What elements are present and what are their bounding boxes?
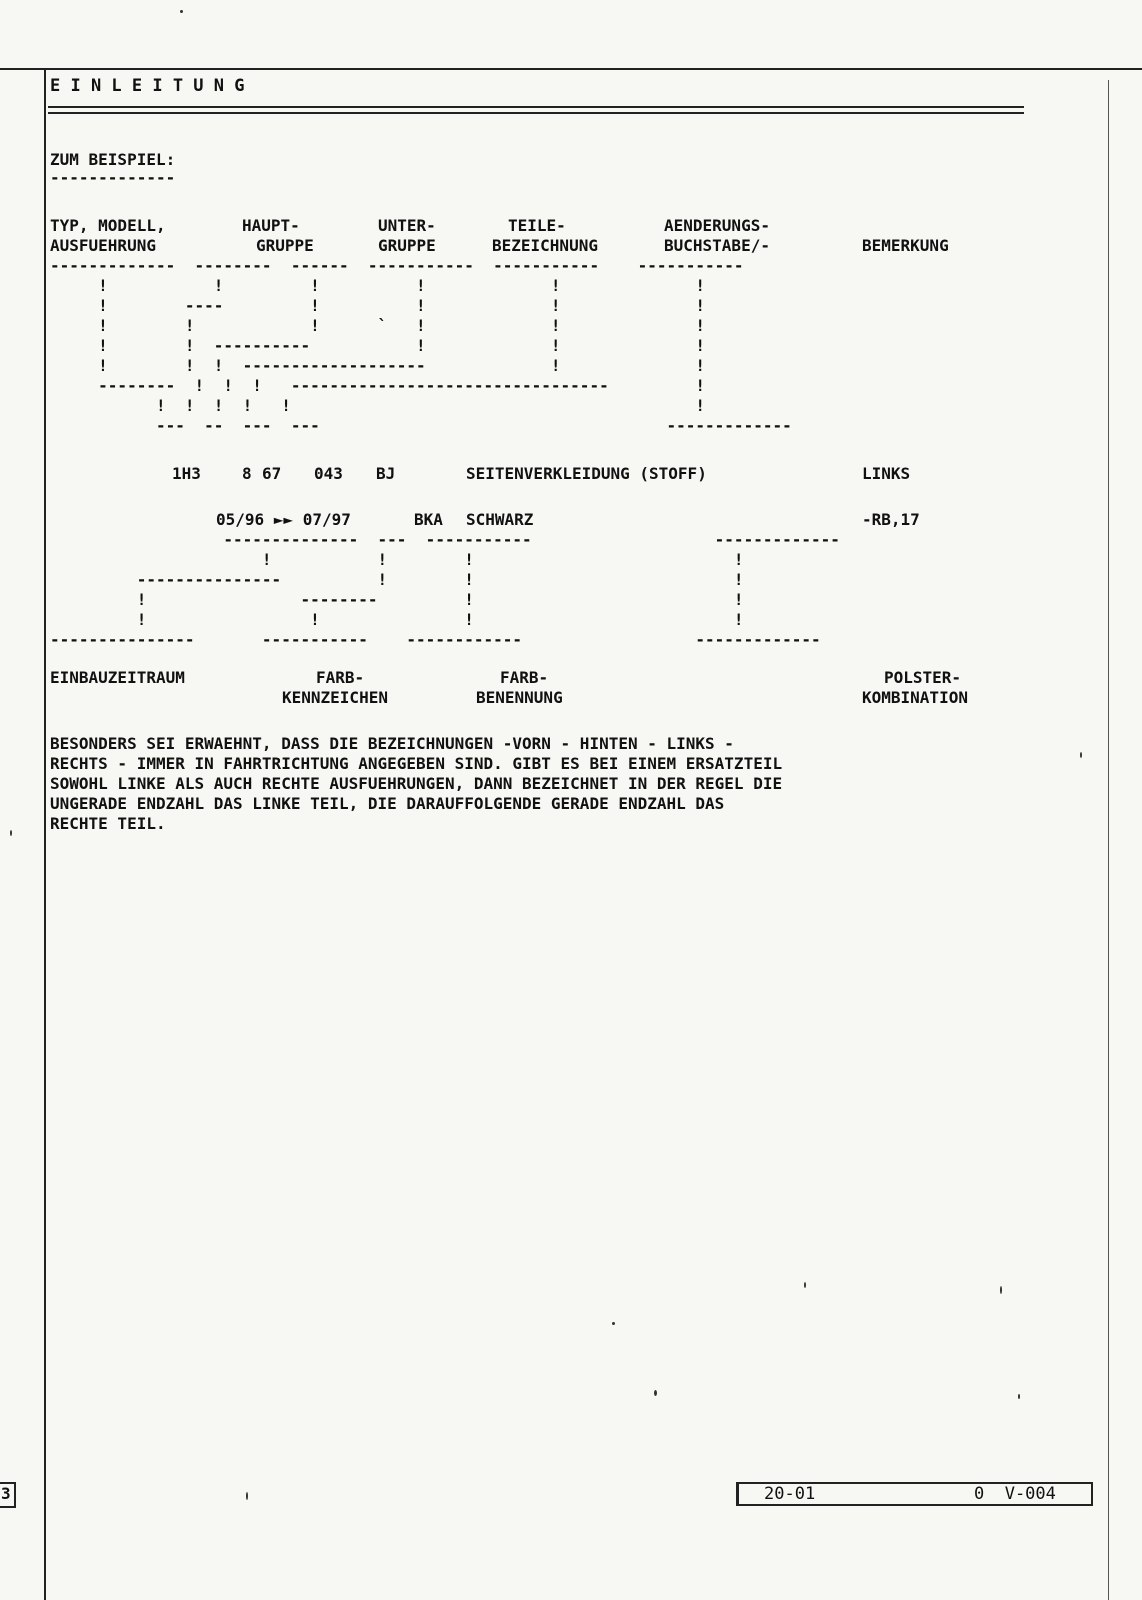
col-aend-line2: BUCHSTABE/- — [664, 236, 770, 255]
left-page-fragment: 3 — [1, 1484, 11, 1503]
page-ref: 0 V-004 — [974, 1484, 1056, 1504]
color-name: SCHWARZ — [466, 510, 534, 529]
lower-connector-diagram: -------------- --- ----------- ------------- ! ! ! ! --------------- ! ! ! ! -------- ! ! ! ! ! ! --------------- ----------- ------------ ------------- — [50, 530, 840, 649]
scan-speck — [804, 1282, 806, 1288]
col-aend-line1: AENDERUNGS- — [664, 216, 770, 235]
col-teile-line2: BEZEICHNUNG — [492, 236, 598, 255]
label-einbau: EINBAUZEITRAUM — [50, 668, 185, 687]
example-underline: ------------- — [50, 168, 176, 187]
col-typ-line2: AUSFUEHRUNG — [50, 236, 156, 255]
upper-connector-diagram: ------------- -------- ------ ----------- ----------- ----------- ! ! ! ! ! ! ! ---- ! ! ! ! ! ! ! ` ! ! ! ! ! ---------- ! ! ! ! ! ! ------------------- ! ! -------- ! ! ! --------------------------------- ! ! ! ! ! ! ! --- -- --- --- ------------- — [50, 256, 792, 435]
scan-speck — [654, 1390, 657, 1396]
part-type: 1H3 — [172, 464, 201, 483]
label-farbbenennung-line2: BENENNUNG — [476, 688, 563, 707]
paragraph-line: RECHTS - IMMER IN FAHRTRICHTUNG ANGEGEBEN SIND. GIBT ES BEI EINEM ERSATZTEIL — [50, 754, 783, 773]
title-rule-1 — [48, 106, 1024, 108]
scan-speck — [246, 1492, 248, 1500]
col-typ-line1: TYP, MODELL, — [50, 216, 166, 235]
part-number: 043 — [314, 464, 343, 483]
label-farbbenennung-line1: FARB- — [500, 668, 549, 687]
color-code: BKA — [414, 510, 443, 529]
col-bemerkung: BEMERKUNG — [862, 236, 949, 255]
part-sub-group: 67 — [262, 464, 282, 483]
upholstery-combination: -RB,17 — [862, 510, 920, 529]
label-polster-line1: POLSTER- — [884, 668, 962, 687]
label-farbkennzeichen-line1: FARB- — [316, 668, 365, 687]
title-rule-2 — [48, 112, 1024, 114]
scan-speck — [612, 1322, 615, 1325]
paragraph-line: BESONDERS SEI ERWAEHNT, DASS DIE BEZEICHNUNGEN -VORN - HINTEN - LINKS - — [50, 734, 734, 753]
example-label: ZUM BEISPIEL: — [50, 150, 176, 169]
part-change-letters: BJ — [376, 464, 396, 483]
page-title: E I N L E I T U N G — [50, 76, 245, 96]
col-teile-line1: TEILE- — [508, 216, 566, 235]
right-margin-line — [1108, 80, 1109, 1600]
scan-speck — [1080, 752, 1082, 758]
paragraph-line: RECHTE TEIL. — [50, 814, 166, 833]
left-margin-line — [44, 68, 46, 1600]
scan-speck — [180, 10, 183, 13]
page-code: 20-01 — [764, 1484, 816, 1504]
scan-speck — [1000, 1286, 1002, 1294]
col-haupt-line1: HAUPT- — [242, 216, 300, 235]
top-border — [0, 68, 1142, 70]
scan-speck — [1018, 1394, 1020, 1399]
paragraph-line: UNGERADE ENDZAHL DAS LINKE TEIL, DIE DARAUFFOLGENDE GERADE ENDZAHL DAS — [50, 794, 725, 813]
scan-speck — [10, 830, 12, 836]
col-haupt-line2: GRUPPE — [256, 236, 314, 255]
paragraph-line: SOWOHL LINKE ALS AUCH RECHTE AUSFUEHRUNGEN, DANN BEZEICHNET IN DER REGEL DIE — [50, 774, 783, 793]
label-farbkennzeichen-line2: KENNZEICHEN — [282, 688, 388, 707]
col-unter-line2: GRUPPE — [378, 236, 436, 255]
part-designation: SEITENVERKLEIDUNG (STOFF) — [466, 464, 707, 483]
part-main-group: 8 — [242, 464, 252, 483]
label-polster-line2: KOMBINATION — [862, 688, 968, 707]
col-unter-line1: UNTER- — [378, 216, 436, 235]
part-remark: LINKS — [862, 464, 911, 483]
installation-period: 05/96 ►► 07/97 — [216, 510, 351, 529]
